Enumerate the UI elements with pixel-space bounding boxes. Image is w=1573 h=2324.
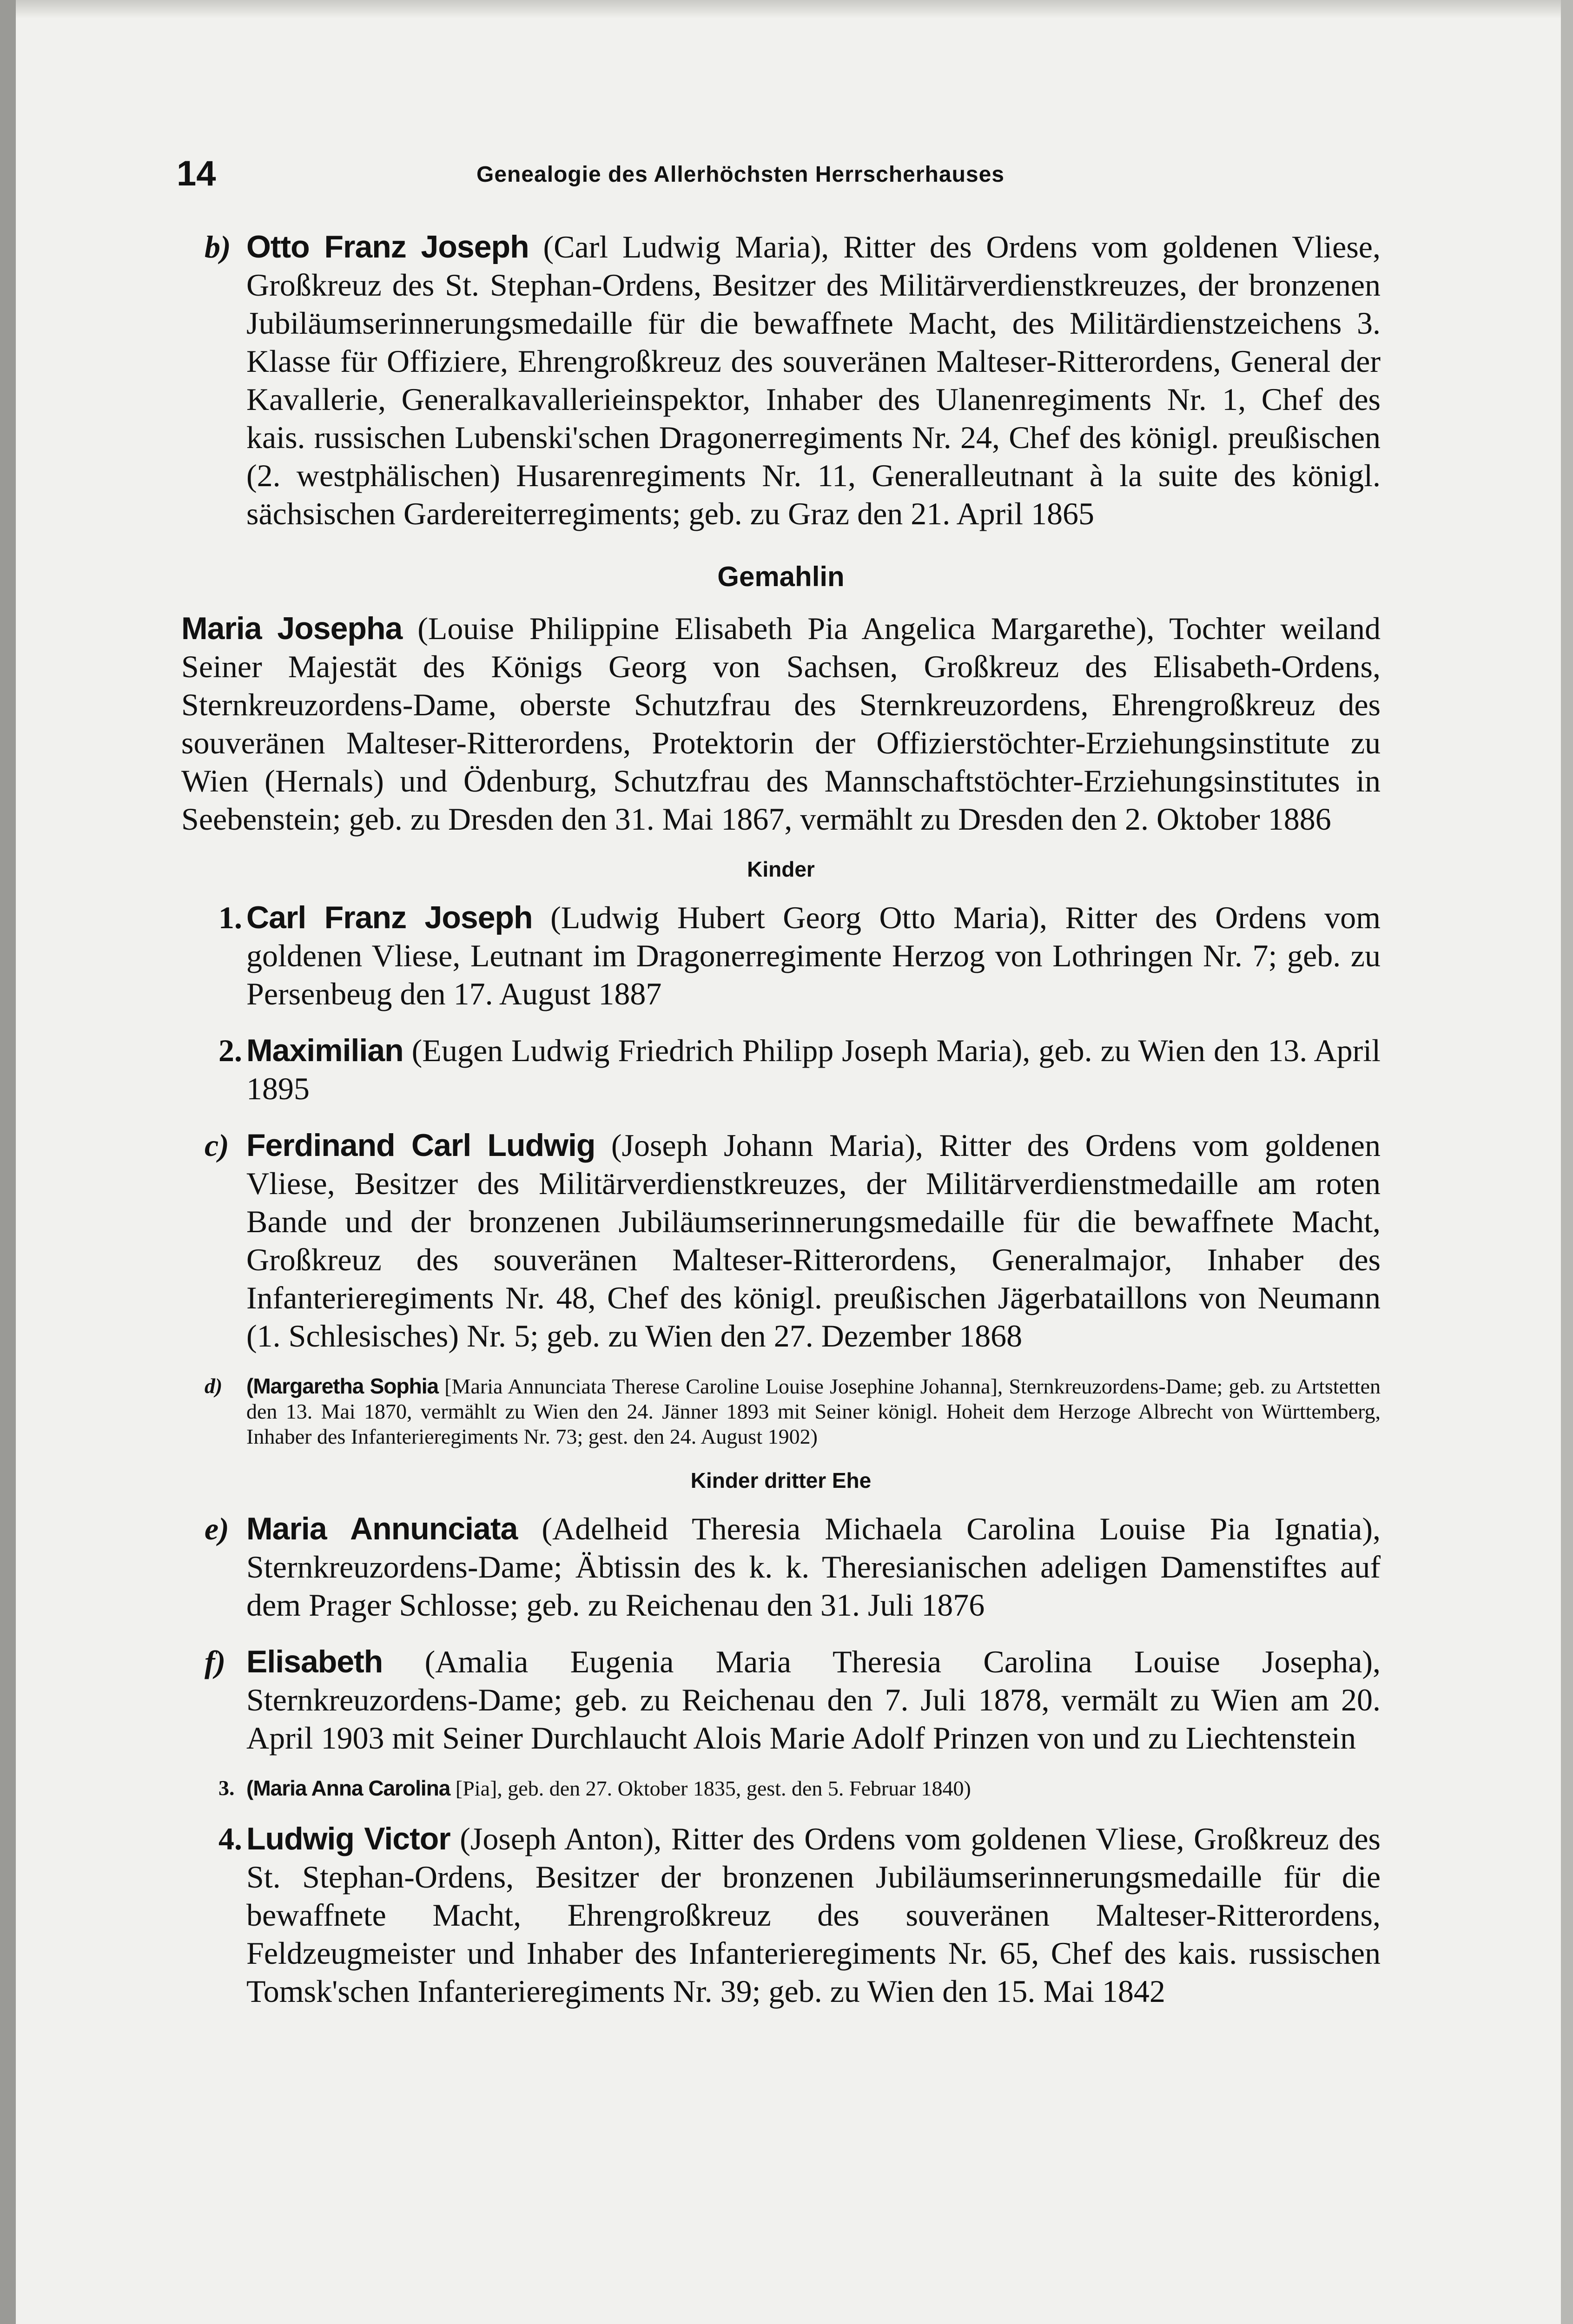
heading-kinder: Kinder <box>747 857 815 881</box>
entry-text: (Joseph Anton), Ritter des Ordens vom goldenen Vliese, Großkreuz des St. Stephan-Ordens, Besitzer der bronzenen Jubiläumserinnerungsmedaille für die bewaffnete Macht, Ehrengroßkreuz des souveränen Malteser-Ritterordens, Feldzeugmeister und Inhaber des Infanterieregiments Nr. 65, Chef des kais. russischen Tomsk'schen Infanterieregiments Nr. 39; geb. zu Wien den 15. Mai 1842 <box>246 1821 1381 2009</box>
entry-gemahlin <box>181 609 1381 838</box>
entry-kind-1 <box>181 898 1381 1013</box>
entry-f <box>181 1643 1381 1757</box>
entry-text: [Maria Annunciata Therese Caroline Louise Josephine Johanna], Sternkreuzordens-Dame; geb. zu Artstetten den 13. Mai 1870, vermählt zu Wien den 24. Jänner 1893 mit Seiner königl. Hoheit dem Herzoge Albrecht von Württemberg, Inhaber des Infanterieregiments Nr. 73; gest. den 24. August 1902) <box>246 1374 1381 1448</box>
page-header <box>177 153 1385 205</box>
entry-b <box>181 228 1381 533</box>
entry-name: Maria Josepha <box>181 611 403 646</box>
entry-marker: d) <box>205 1374 223 1398</box>
entry-marker: e) <box>205 1511 229 1546</box>
entry-marker: 1. <box>218 900 242 935</box>
entry-marker: 4. <box>218 1821 242 1856</box>
running-title: Genealogie des Allerhöchsten Herrscherhauses <box>476 162 1005 187</box>
heading-kinder-dritter-ehe: Kinder dritter Ehe <box>690 1468 872 1492</box>
entry-text: [Pia], geb. den 27. Oktober 1835, gest. den 5. Februar 1840) <box>450 1776 971 1800</box>
entry-text: (Carl Ludwig Maria), Ritter des Ordens vom goldenen Vliese, Großkreuz des St. Stephan-Ordens, Besitzer des Militärverdienstkreuzes, der bronzenen Jubiläumserinnerungsmedaille für die bewaffnete Macht, des Militärdienstzeichens 3. Klasse für Offiziere, Ehrengroßkreuz des souveränen Malteser-Ritterordens, General der Kavallerie, Generalkavallerieinspektor, Inhaber des Ulanenregiments Nr. 1, Chef des kais. russischen Lubenski'schen Dragonerregiments Nr. 24, Chef des königl. preußischen (2. westphälischen) Husarenregiments Nr. 11, Generalleutnant à la suite des königl. sächsischen Gardereiterregiments; geb. zu Graz den 21. April 1865 <box>246 229 1381 531</box>
entry-marker: 3. <box>218 1776 235 1800</box>
entry-marker: f) <box>205 1644 226 1679</box>
entry-4 <box>181 1820 1381 2010</box>
entry-text: (Eugen Ludwig Friedrich Philipp Joseph Maria), geb. zu Wien den 13. April 1895 <box>246 1033 1381 1106</box>
entry-marker: c) <box>205 1128 229 1163</box>
entry-name: (Maria Anna Carolina <box>246 1776 450 1800</box>
entry-name: Otto Franz Joseph <box>246 229 529 264</box>
page-number: 14 <box>177 154 216 193</box>
entry-name: Elisabeth <box>246 1644 383 1679</box>
page-content <box>181 228 1381 2029</box>
entry-text: (Amalia Eugenia Maria Theresia Carolina Louise Josepha), Sternkreuzordens-Dame; geb. zu Reichenau den 7. Juli 1878, vermält zu Wien am 20. April 1903 mit Seiner Durchlaucht Alois Marie Adolf Prinzen von und zu Liechtenstein <box>246 1644 1381 1756</box>
entry-d <box>181 1373 1381 1449</box>
entry-name: Ferdinand Carl Ludwig <box>246 1128 595 1163</box>
heading-gemahlin: Gemahlin <box>717 561 845 592</box>
entry-marker: 2. <box>218 1033 242 1068</box>
entry-name: Maria Annunciata <box>246 1511 518 1546</box>
entry-name: Ludwig Victor <box>246 1821 450 1856</box>
entry-text: (Ludwig Hubert Georg Otto Maria), Ritter des Ordens vom goldenen Vliese, Leutnant im Dragonerregimente Herzog von Lothringen Nr. 7; geb. zu Persenbeug den 17. August 1887 <box>246 900 1381 1011</box>
entry-name: Maximilian <box>246 1033 403 1068</box>
entry-marker: b) <box>205 229 231 264</box>
entry-kind-2 <box>181 1031 1381 1108</box>
entry-name: (Margaretha Sophia <box>246 1374 439 1398</box>
scan-edge-top <box>0 0 1573 19</box>
scan-edge-right <box>1561 0 1573 2324</box>
entry-3 <box>181 1776 1381 1801</box>
entry-text: (Joseph Johann Maria), Ritter des Ordens vom goldenen Vliese, Besitzer des Militärverdienstkreuzes, der Militärverdienstmedaille am roten Bande und der bronzenen Jubiläumserinnerungsmedaille für die bewaffnete Macht, Großkreuz des souveränen Malteser-Ritterordens, Generalmajor, Inhaber des Infanterieregiments Nr. 48, Chef des königl. preußischen Jägerbataillons von Neumann (1. Schlesisches) Nr. 5; geb. zu Wien den 27. Dezember 1868 <box>246 1128 1381 1353</box>
entry-c <box>181 1126 1381 1355</box>
entry-text: (Louise Philippine Elisabeth Pia Angelica Margarethe), Tochter weiland Seiner Majestät des Königs Georg von Sachsen, Großkreuz des Elisabeth-Ordens, Sternkreuzordens-Dame, oberste Schutzfrau des Sternkreuzordens, Ehrengroßkreuz des souveränen Malteser-Ritterordens, Protektorin der Offizierstöchter-Erziehungsinstitute zu Wien (Hernals) und Ödenburg, Schutzfrau des Mannschaftstöchter-Erziehungsinstitutes in Seebenstein; geb. zu Dresden den 31. Mai 1867, vermählt zu Dresden den 2. Oktober 1886 <box>181 611 1381 837</box>
scan-edge-left <box>0 0 16 2324</box>
entry-e <box>181 1510 1381 1624</box>
entry-text: (Adelheid Theresia Michaela Carolina Louise Pia Ignatia), Sternkreuzordens-Dame; Äbtissin des k. k. Theresianischen adeligen Damenstiftes auf dem Prager Schlosse; geb. zu Reichenau den 31. Juli 1876 <box>246 1511 1381 1623</box>
entry-name: Carl Franz Joseph <box>246 900 533 935</box>
